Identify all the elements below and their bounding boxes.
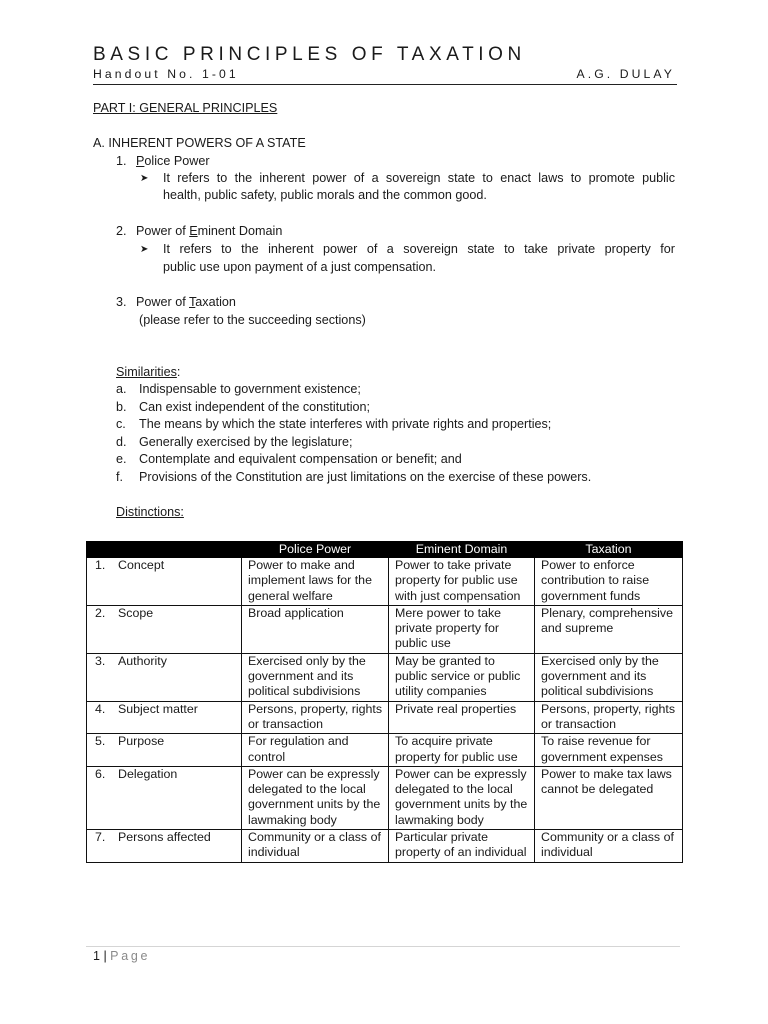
police-power-cell: Community or a class of individual [242, 830, 389, 863]
list-item-text: Generally exercised by the legislature; [139, 435, 353, 449]
item-1-underlined-letter: P [136, 154, 145, 168]
list-item-text: Can exist independent of the constitution; [139, 400, 371, 414]
row-number: 4. [95, 701, 106, 716]
taxation-cell: Power to make tax laws cannot be delegated [535, 766, 683, 829]
item-3-title-pre: Power of [136, 295, 189, 309]
column-header: Police Power [242, 542, 389, 558]
eminent-domain-cell: Power to take private property for public use with just compensation [389, 558, 535, 606]
item-1-title-rest: olice Power [144, 154, 210, 168]
item-2-underlined-letter: E [189, 224, 198, 238]
similarities-heading-text: Similarities [116, 365, 177, 379]
list-item [116, 435, 127, 450]
item-2-title-pre: Power of [136, 224, 190, 238]
list-item-text: Indispensable to government existence; [139, 382, 361, 396]
footer-separator: | [103, 949, 107, 963]
footer-divider [86, 946, 680, 947]
row-number: 2. [95, 605, 106, 620]
section-a-title: A. INHERENT POWERS OF A STATE [93, 136, 306, 150]
row-number: 5. [95, 734, 106, 749]
page-number: 1 [93, 949, 100, 963]
row-label-text: Delegation [118, 766, 178, 781]
row-label [87, 605, 242, 653]
list-item-letter: e. [116, 452, 127, 466]
table-row [87, 653, 683, 701]
list-item-letter: c. [116, 417, 126, 431]
item-3-underlined-letter: T [189, 295, 196, 309]
row-number: 1. [95, 558, 106, 572]
item-1-heading [116, 154, 210, 169]
row-label [87, 734, 242, 767]
list-item [116, 400, 127, 415]
item-2-line-2: public use upon payment of a just compensation. [163, 260, 437, 274]
police-power-cell: Broad application [242, 605, 389, 653]
taxation-cell: Persons, property, rights or transaction [535, 701, 683, 734]
table-row [87, 830, 683, 863]
list-item-letter: f. [116, 470, 123, 484]
table-row [87, 766, 683, 829]
row-label [87, 701, 242, 734]
police-power-cell: Exercised only by the government and its political subdivisions [242, 653, 389, 701]
item-3-title-rest: axation [195, 295, 236, 309]
header-divider [93, 84, 677, 85]
taxation-cell: Community or a class of individual [535, 830, 683, 863]
item-3-number: 3. [116, 295, 127, 309]
police-power-cell: For regulation and control [242, 734, 389, 767]
similarities-colon: : [176, 365, 181, 379]
distinctions-heading: Distinctions: [116, 505, 184, 519]
author-name: A.G. DULAY [576, 67, 675, 81]
eminent-domain-cell: To acquire private property for public use [389, 734, 535, 767]
item-2-heading [116, 224, 282, 239]
page-label: Page [110, 949, 151, 963]
table-row [87, 558, 683, 606]
arrow-bullet-icon: ➤ [140, 173, 149, 184]
distinctions-table [86, 541, 683, 863]
item-3-heading [116, 295, 236, 310]
row-label-text: Purpose [118, 734, 165, 749]
list-item-letter: b. [116, 400, 127, 414]
row-number: 7. [95, 830, 106, 845]
list-item-text: Contemplate and equivalent compensation or benefit; and [139, 452, 462, 466]
eminent-domain-cell: Particular private property of an individual [389, 830, 535, 863]
table-header-row [87, 542, 683, 558]
eminent-domain-cell: Power can be expressly delegated to the local government units by the lawmaking body [389, 766, 535, 829]
police-power-cell: Power can be expressly delegated to the local government units by the lawmaking body [242, 766, 389, 829]
list-item-text: The means by which the state interferes with private rights and properties; [139, 417, 552, 431]
row-label-text: Subject matter [118, 701, 198, 716]
taxation-cell: To raise revenue for government expenses [535, 734, 683, 767]
police-power-cell: Power to make and implement laws for the general welfare [242, 558, 389, 606]
item-3-note: (please refer to the succeeding sections) [139, 313, 366, 327]
table-row [87, 605, 683, 653]
part-title: PART I: GENERAL PRINCIPLES [93, 101, 278, 115]
row-number: 3. [95, 653, 106, 668]
row-number: 6. [95, 766, 106, 781]
list-item [116, 417, 126, 432]
similarities-heading [116, 365, 180, 380]
item-2-number: 2. [116, 224, 127, 238]
item-1-line-1: It refers to the inherent power of a sovereign state to enact laws to promote public [163, 171, 675, 185]
column-header [87, 542, 242, 558]
list-item-letter: d. [116, 435, 127, 449]
list-item-text: Provisions of the Constitution are just limitations on the exercise of these powers. [139, 470, 592, 484]
column-header: Taxation [535, 542, 683, 558]
page-footer [93, 949, 150, 963]
row-label-text: Persons affected [118, 830, 211, 845]
list-item [116, 452, 127, 467]
item-2-line-1: It refers to the inherent power of a sovereign state to take private property for [163, 242, 675, 256]
eminent-domain-cell: May be granted to public service or public utility companies [389, 653, 535, 701]
row-label [87, 830, 242, 863]
item-2-title-rest: minent Domain [197, 224, 283, 238]
row-label [87, 766, 242, 829]
row-label-text: Concept [118, 558, 165, 572]
taxation-cell: Power to enforce contribution to raise government funds [535, 558, 683, 606]
document-title: BASIC PRINCIPLES OF TAXATION [93, 44, 526, 65]
police-power-cell: Persons, property, rights or transaction [242, 701, 389, 734]
row-label [87, 558, 242, 606]
table-row [87, 734, 683, 767]
eminent-domain-cell: Private real properties [389, 701, 535, 734]
taxation-cell: Exercised only by the government and its political subdivisions [535, 653, 683, 701]
document-subheader [93, 67, 675, 81]
arrow-bullet-icon: ➤ [140, 244, 149, 255]
handout-number: Handout No. 1-01 [93, 67, 239, 81]
list-item [116, 470, 123, 485]
item-1-number: 1. [116, 154, 127, 168]
table-row [87, 701, 683, 734]
eminent-domain-cell: Mere power to take private property for public use [389, 605, 535, 653]
column-header: Eminent Domain [389, 542, 535, 558]
row-label-text: Authority [118, 653, 167, 668]
list-item-letter: a. [116, 382, 127, 396]
row-label-text: Scope [118, 605, 154, 620]
item-1-line-2: health, public safety, public morals and the common good. [163, 188, 487, 202]
row-label [87, 653, 242, 701]
list-item [116, 382, 127, 397]
taxation-cell: Plenary, comprehensive and supreme [535, 605, 683, 653]
